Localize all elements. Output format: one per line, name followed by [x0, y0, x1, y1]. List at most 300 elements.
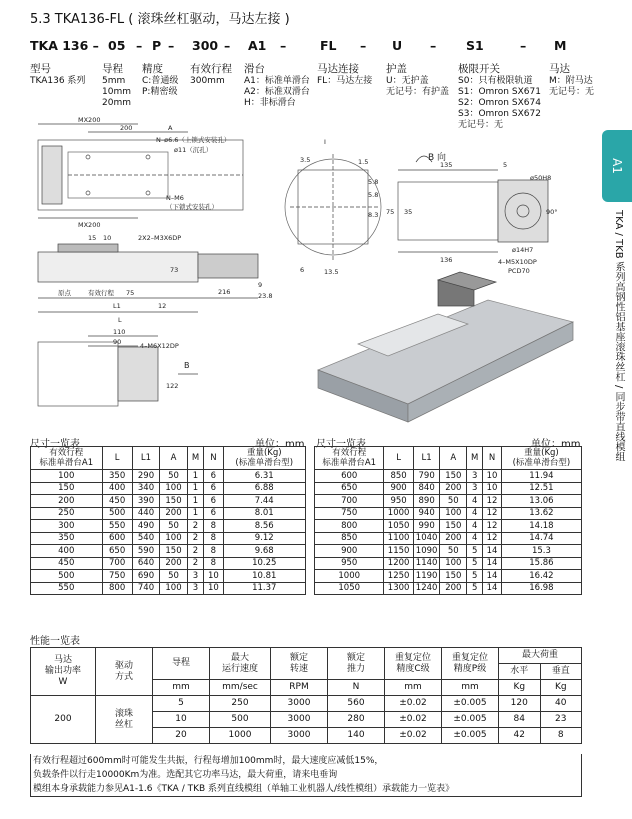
table-row — [31, 696, 582, 712]
table-cell: 6 — [204, 482, 223, 495]
table-cell: 5 — [467, 557, 483, 570]
legend-line: FL：马达左接 — [317, 76, 373, 86]
dim-mx200-bottom: MX200 — [78, 221, 101, 229]
pcd-note: PCD70 — [508, 267, 530, 275]
legend-precision — [142, 62, 178, 98]
dim-23-8: 23.8 — [258, 292, 273, 300]
dim-216: 216 — [218, 288, 231, 296]
hdr-rpm: 额定 转速 — [271, 648, 328, 680]
dim-phi14: ø14H7 — [512, 246, 534, 254]
legend-slider — [244, 62, 310, 109]
legend-line: 5mm — [102, 76, 126, 86]
model-code-part: TKA 136 – — [30, 38, 99, 53]
table-cell: 4 — [467, 532, 483, 545]
table-row — [315, 582, 582, 595]
table-cell: 350 — [102, 470, 132, 483]
power-cell: 200 — [31, 696, 96, 744]
table-cell: 6 — [204, 507, 223, 520]
dim-9: 9 — [258, 281, 263, 289]
table-cell: 5 — [467, 570, 483, 583]
table-cell: 5 — [467, 582, 483, 595]
table-cell: 3000 — [271, 696, 328, 712]
model-code-part: – — [224, 38, 231, 53]
table-cell: 16.98 — [501, 582, 581, 595]
dim-header-cell: 有效行程 标准单滑台A1 — [315, 447, 384, 470]
dim-l1: L1 — [113, 302, 121, 310]
dim-13-5: 13.5 — [324, 268, 339, 276]
dim-10: 10 — [103, 234, 112, 242]
dim-header-cell: 重量(Kg) (标准单滑台型) — [223, 447, 306, 470]
table-cell: 1 — [187, 470, 204, 483]
table-cell: 15.86 — [501, 557, 581, 570]
table-cell: 200 — [440, 482, 467, 495]
page-title: 5.3 TKA136-FL ( 滚珠丝杠驱动，马达左接 ) — [30, 12, 290, 27]
table-cell: ±0.02 — [385, 728, 442, 744]
b-view — [386, 151, 558, 275]
model-code-part: S1 — [466, 38, 484, 53]
dim-header-cell: A — [440, 447, 467, 470]
table-cell: 100 — [31, 470, 103, 483]
hdr-load-v: 垂直 — [540, 664, 582, 680]
table-cell: 50 — [160, 470, 188, 483]
table-row — [31, 470, 306, 483]
table-cell: 50 — [160, 570, 188, 583]
table-cell: 100 — [160, 532, 188, 545]
dim-6: 6 — [300, 266, 305, 274]
table-row — [31, 495, 306, 508]
table-row — [315, 570, 582, 583]
section-i: I — [324, 138, 326, 146]
dim-75r: 75 — [386, 208, 395, 216]
legend-line: S1：Omron SX671 — [458, 87, 541, 97]
dim-table-unit-left: 单位：mm — [255, 439, 305, 450]
table-cell: 290 — [132, 470, 160, 483]
table-row — [31, 507, 306, 520]
dim-header-cell: L1 — [132, 447, 160, 470]
table-cell: 500 — [31, 570, 103, 583]
table-cell: 490 — [132, 520, 160, 533]
table-cell: 940 — [413, 507, 440, 520]
unit-load-h: Kg — [499, 680, 541, 696]
unit-load-v: Kg — [540, 680, 582, 696]
table-cell: 84 — [499, 712, 541, 728]
dim-header-cell: L — [384, 447, 413, 470]
table-cell: 16.42 — [501, 570, 581, 583]
model-code-part: M — [554, 38, 567, 53]
table-cell: 5 — [153, 696, 210, 712]
table-cell: 890 — [413, 495, 440, 508]
legend-line: 无记号：无 — [549, 87, 595, 97]
legend-line: C:普通级 — [142, 76, 179, 86]
b-view-title: B 向 — [428, 153, 447, 163]
dim-phi50: ø50H8 — [530, 174, 552, 182]
hdr-thrust: 额定 推力 — [328, 648, 385, 680]
table-cell: 200 — [160, 557, 188, 570]
table-cell: 1050 — [315, 582, 384, 595]
table-cell: 450 — [102, 495, 132, 508]
table-cell: 500 — [102, 507, 132, 520]
note-line: 负载条件以行走10000Km为准。选配其它功率马达，最大荷重，请来电垂询 — [33, 770, 338, 780]
table-row — [315, 482, 582, 495]
table-cell: 120 — [499, 696, 541, 712]
table-cell: 6 — [204, 495, 223, 508]
table-cell: ±0.02 — [385, 712, 442, 728]
table-cell: 1240 — [413, 582, 440, 595]
legend-heading: 滑台 — [244, 63, 265, 75]
legend-motor-conn — [317, 62, 372, 87]
table-cell: 4 — [467, 520, 483, 533]
dim-135: 135 — [440, 161, 453, 169]
table-cell: 10 — [204, 570, 223, 583]
legend-heading: 导程 — [102, 63, 123, 75]
dim-header-cell: M — [467, 447, 483, 470]
chapter-tab-label: A1 — [610, 158, 624, 174]
dimension-table-left — [30, 446, 306, 595]
table-cell: 12 — [483, 532, 502, 545]
table-cell: 1190 — [413, 570, 440, 583]
table-row — [31, 582, 306, 595]
table-cell: 14.18 — [501, 520, 581, 533]
technical-drawings — [28, 112, 593, 434]
dim-90: 90 — [113, 338, 122, 346]
unit-lead: mm — [153, 680, 210, 696]
table-cell: 8 — [204, 557, 223, 570]
table-cell: 2 — [187, 545, 204, 558]
table-cell: 1050 — [384, 520, 413, 533]
screw-note: 2X2–M3X6DP — [138, 234, 182, 242]
table-cell: 1090 — [413, 545, 440, 558]
performance-table — [30, 647, 582, 744]
table-row — [315, 545, 582, 558]
legend-heading: 极限开关 — [458, 63, 500, 75]
table-cell: 100 — [160, 482, 188, 495]
table-cell: 640 — [132, 557, 160, 570]
table-cell: 13.06 — [501, 495, 581, 508]
dim-5: 5 — [503, 161, 508, 169]
screw-note-3: 4–M5X10DP — [498, 258, 537, 266]
table-cell: 3 — [467, 470, 483, 483]
dim-15: 15 — [88, 234, 97, 242]
dim-header-cell: A — [160, 447, 188, 470]
table-cell: 10 — [153, 712, 210, 728]
table-cell: 400 — [102, 482, 132, 495]
table-cell: 11.37 — [223, 582, 306, 595]
table-cell: 2 — [187, 520, 204, 533]
table-cell: 8 — [540, 728, 582, 744]
table-cell: 280 — [328, 712, 385, 728]
hdr-drive: 驱动 方式 — [96, 648, 153, 696]
dim-5-8b: 5.8 — [368, 191, 379, 199]
table-cell: 540 — [132, 532, 160, 545]
hdr-rep-p: 重复定位 精度P级 — [442, 648, 499, 680]
dim-35: 35 — [404, 208, 413, 216]
model-code-part: 05 — [108, 38, 126, 53]
table-cell: 1150 — [384, 545, 413, 558]
dim-200: 200 — [120, 124, 133, 132]
model-code-part: – — [136, 38, 143, 53]
model-code-part: A1 — [248, 38, 267, 53]
legend-motor — [549, 62, 594, 98]
table-cell: 12 — [483, 507, 502, 520]
table-cell: 700 — [315, 495, 384, 508]
dim-5-8a: 5.8 — [368, 178, 379, 186]
drive-cell: 滚珠 丝杠 — [96, 696, 153, 744]
notes — [30, 754, 582, 797]
model-code-part: – — [430, 38, 437, 53]
table-cell: 10.81 — [223, 570, 306, 583]
table-cell: 3 — [467, 482, 483, 495]
table-cell: 1 — [187, 507, 204, 520]
unit-rpm: RPM — [271, 680, 328, 696]
dim-table-title-left: 尺寸一览表 — [30, 439, 80, 450]
legend-heading: 马达连接 — [317, 63, 359, 75]
table-row — [315, 557, 582, 570]
dim-table-title-right: 尺寸一览表 — [316, 439, 366, 450]
table-cell: 150 — [160, 495, 188, 508]
table-cell: 140 — [328, 728, 385, 744]
hdr-rep-c: 重复定位 精度C级 — [385, 648, 442, 680]
side-view — [38, 234, 272, 324]
table-cell: 550 — [102, 520, 132, 533]
table-cell: 800 — [315, 520, 384, 533]
hole-note-1b: ø11（沉孔） — [174, 146, 213, 154]
table-cell: 1200 — [384, 557, 413, 570]
note-line: 有效行程超过600mm时可能发生共振，行程每增加100mm时，最大速度应减低15%， — [33, 756, 384, 766]
table-cell: 4 — [467, 507, 483, 520]
table-cell: 23 — [540, 712, 582, 728]
legend-stroke — [190, 62, 232, 87]
table-cell: 8.01 — [223, 507, 306, 520]
dim-table-unit-right: 单位：mm — [531, 439, 581, 450]
dim-136: 136 — [440, 256, 453, 264]
table-row — [31, 557, 306, 570]
model-code-part: – — [360, 38, 367, 53]
model-code-part: – — [520, 38, 527, 53]
table-cell: 400 — [31, 545, 103, 558]
table-cell: 9.12 — [223, 532, 306, 545]
dim-a: A — [168, 124, 173, 132]
table-cell: 12.51 — [501, 482, 581, 495]
table-cell: 6 — [204, 470, 223, 483]
table-cell: 1250 — [384, 570, 413, 583]
table-row — [315, 470, 582, 483]
dim-mx200-top: MX200 — [78, 116, 101, 124]
unit-speed: mm/sec — [210, 680, 271, 696]
table-cell: 1000 — [210, 728, 271, 744]
table-cell: 150 — [440, 470, 467, 483]
legend-line: 300mm — [190, 76, 225, 86]
legend-heading: 型号 — [30, 63, 51, 75]
table-cell: 840 — [413, 482, 440, 495]
table-cell: 250 — [31, 507, 103, 520]
table-cell: 1 — [187, 495, 204, 508]
table-cell: 600 — [102, 532, 132, 545]
table-cell: 850 — [384, 470, 413, 483]
legend-line: 20mm — [102, 98, 131, 108]
table-cell: 14 — [483, 545, 502, 558]
table-cell: 12 — [483, 495, 502, 508]
table-cell: 14 — [483, 570, 502, 583]
table-cell: 850 — [315, 532, 384, 545]
table-row — [31, 532, 306, 545]
table-cell: 9.68 — [223, 545, 306, 558]
table-cell: 3 — [187, 570, 204, 583]
table-cell: 1 — [187, 482, 204, 495]
unit-rep-p: mm — [442, 680, 499, 696]
perf-table-title: 性能一览表 — [30, 636, 80, 647]
hole-note-1: N–ø6.6（上锁式安装孔） — [156, 136, 231, 144]
table-cell: 200 — [440, 532, 467, 545]
table-cell: 550 — [31, 582, 103, 595]
table-cell: 6.31 — [223, 470, 306, 483]
table-cell: 950 — [384, 495, 413, 508]
table-cell: 100 — [440, 507, 467, 520]
table-row — [315, 495, 582, 508]
table-cell: 8 — [204, 520, 223, 533]
table-cell: 590 — [132, 545, 160, 558]
table-cell: 800 — [102, 582, 132, 595]
table-cell: 11.94 — [501, 470, 581, 483]
legend-line: 无记号：无 — [458, 120, 504, 130]
table-cell: 750 — [315, 507, 384, 520]
table-cell: 8 — [204, 545, 223, 558]
table-cell: 14.74 — [501, 532, 581, 545]
table-cell: 40 — [540, 696, 582, 712]
legend-line: M：附马达 — [549, 76, 593, 86]
dim-90deg: 90° — [546, 208, 558, 216]
dim-12: 12 — [158, 302, 167, 310]
table-cell: 50 — [440, 495, 467, 508]
chapter-tab[interactable] — [602, 130, 632, 202]
model-code-part: FL — [320, 38, 337, 53]
table-cell: 650 — [102, 545, 132, 558]
hdr-lead: 导程 — [153, 648, 210, 680]
hdr-power: 马达 输出功率 W — [31, 648, 96, 696]
dim-header-cell: N — [483, 447, 502, 470]
unit-thrust: N — [328, 680, 385, 696]
legend-line: H：非标滑台 — [244, 98, 296, 108]
legend-lead — [102, 62, 131, 109]
legend-heading: 护盖 — [386, 63, 407, 75]
table-cell: 3000 — [271, 712, 328, 728]
table-cell: 10 — [483, 470, 502, 483]
table-cell: ±0.02 — [385, 696, 442, 712]
table-cell: 450 — [31, 557, 103, 570]
table-cell: 150 — [440, 520, 467, 533]
dimension-table-right — [314, 446, 582, 595]
table-cell: 150 — [440, 570, 467, 583]
table-cell: 390 — [132, 495, 160, 508]
cross-section — [285, 138, 381, 276]
dim-header-cell: L1 — [413, 447, 440, 470]
table-cell: 3000 — [271, 728, 328, 744]
table-cell: 950 — [315, 557, 384, 570]
table-cell: 2 — [187, 557, 204, 570]
table-row — [315, 520, 582, 533]
table-cell: 10.25 — [223, 557, 306, 570]
table-cell: 560 — [328, 696, 385, 712]
view-b-arrow: B — [184, 361, 190, 370]
hdr-load-h: 水平 — [499, 664, 541, 680]
dim-header-cell: 有效行程 标准单滑台A1 — [31, 447, 103, 470]
legend-line: 无记号：有护盖 — [386, 87, 450, 97]
table-cell: 350 — [31, 532, 103, 545]
model-code-part: – — [280, 38, 287, 53]
model-code-part: – — [168, 38, 175, 53]
legend-heading: 有效行程 — [190, 63, 232, 75]
table-cell: 42 — [499, 728, 541, 744]
table-cell: 340 — [132, 482, 160, 495]
table-cell: 50 — [160, 520, 188, 533]
hole-note-2b: （下锁式安装孔） — [166, 203, 218, 211]
dim-110: 110 — [113, 328, 126, 336]
table-row — [31, 482, 306, 495]
table-cell: 200 — [440, 582, 467, 595]
table-row — [31, 545, 306, 558]
table-cell: 990 — [413, 520, 440, 533]
table-cell: 1040 — [413, 532, 440, 545]
table-cell: 200 — [160, 507, 188, 520]
legend-line: S2：Omron SX674 — [458, 98, 541, 108]
table-cell: 250 — [210, 696, 271, 712]
dim-3-5: 3.5 — [300, 156, 311, 164]
table-row — [315, 507, 582, 520]
table-cell: 6.88 — [223, 482, 306, 495]
hole-note-2: N–M6 — [166, 194, 184, 202]
dim-73: 73 — [170, 266, 179, 274]
table-cell: 20 — [153, 728, 210, 744]
table-cell: 14 — [483, 557, 502, 570]
bottom-view — [38, 328, 198, 406]
table-cell: 150 — [160, 545, 188, 558]
dim-75: 75 — [126, 289, 135, 297]
label-effective-stroke: 有效行程 — [88, 289, 114, 297]
dim-header-cell: 重量(Kg) (标准单滑台型) — [501, 447, 581, 470]
table-cell: 3 — [187, 582, 204, 595]
legend-line: TKA136 系列 — [30, 76, 86, 86]
table-cell: 2 — [187, 532, 204, 545]
dim-header-cell: N — [204, 447, 223, 470]
top-view — [38, 116, 243, 229]
dim-header-cell: L — [102, 447, 132, 470]
screw-note-2: 4–M6X12DP — [140, 342, 179, 350]
dim-1-5: 1.5 — [358, 158, 369, 166]
table-row — [31, 520, 306, 533]
legend-cover — [386, 62, 449, 98]
table-cell: 790 — [413, 470, 440, 483]
hdr-load: 最大荷重 — [499, 648, 582, 664]
table-cell: 650 — [315, 482, 384, 495]
table-cell: 100 — [440, 557, 467, 570]
table-cell: ±0.005 — [442, 728, 499, 744]
table-cell: 1140 — [413, 557, 440, 570]
table-row — [31, 570, 306, 583]
table-cell: 1300 — [384, 582, 413, 595]
table-cell: 15.3 — [501, 545, 581, 558]
table-cell: 700 — [102, 557, 132, 570]
table-cell: 690 — [132, 570, 160, 583]
table-cell: 8.56 — [223, 520, 306, 533]
table-cell: 1000 — [315, 570, 384, 583]
chapter-side-text: TKA / TKB 系列高钢性铝基座滚珠丝杠 / 同步带直线模组 — [613, 210, 624, 462]
table-cell: ±0.005 — [442, 696, 499, 712]
table-cell: 600 — [315, 470, 384, 483]
table-cell: 14 — [483, 582, 502, 595]
legend-line: U：无护盖 — [386, 76, 429, 86]
legend-line: A2：标准双滑台 — [244, 87, 310, 97]
table-cell: 300 — [31, 520, 103, 533]
dim-header-row — [315, 447, 582, 470]
